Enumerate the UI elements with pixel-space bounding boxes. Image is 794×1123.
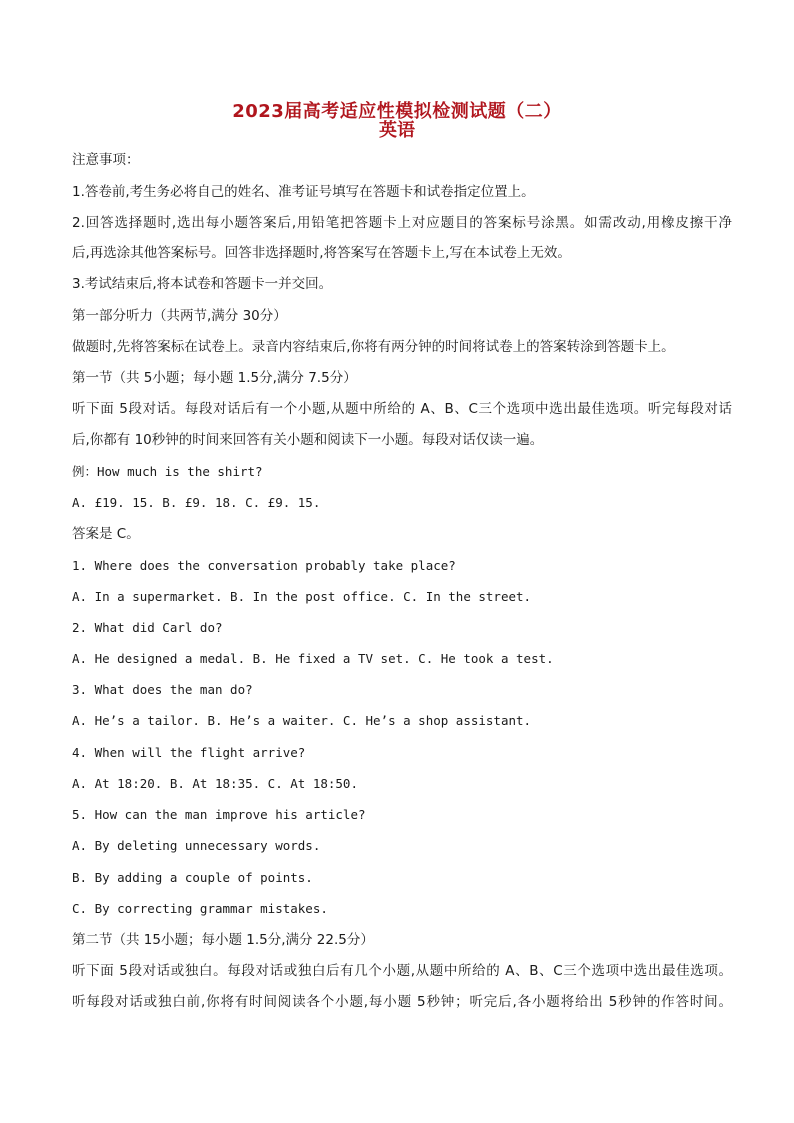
section2-instruction-line-2: 听每段对话或独白前,你将有时间阅读各个小题,每小题 5秒钟；听完后,各小题将给出 5秒钟的作答时间。 bbox=[72, 994, 732, 1010]
question-4-options: A. At 18:20. B. At 18:35. C. At 18:50. bbox=[72, 776, 358, 791]
notice-item-2-line-2: 后,再选涂其他答案标号。回答非选择题时,将答案写在答题卡上,写在本试卷上无效。 bbox=[72, 245, 571, 261]
section1-instruction-line-1: 听下面 5段对话。每段对话后有一个小题,从题中所给的 A、B、C三个选项中选出最佳选项。听完每段对话 bbox=[72, 401, 732, 417]
notice-heading: 注意事项： bbox=[72, 152, 140, 168]
question-2: 2. What did Carl do? bbox=[72, 620, 223, 635]
example-answer: 答案是 C。 bbox=[72, 526, 140, 542]
exam-title: 2023届高考适应性模拟检测试题（二） bbox=[232, 101, 562, 122]
example-options: A. £19. 15. B. £9. 18. C. £9. 15. bbox=[72, 495, 321, 510]
section1-heading: 第一节（共 5小题；每小题 1.5分,满分 7.5分） bbox=[72, 370, 357, 386]
part1-heading: 第一部分听力（共两节,满分 30分） bbox=[72, 308, 287, 324]
section2-instruction-line-1: 听下面 5段对话或独白。每段对话或独白后有几个小题,从题中所给的 A、B、C三个选项中选出最佳选项。 bbox=[72, 963, 732, 979]
question-5: 5. How can the man improve his article? bbox=[72, 807, 366, 822]
question-3: 3. What does the man do? bbox=[72, 682, 253, 697]
question-5-option-a: A. By deleting unnecessary words. bbox=[72, 838, 321, 853]
question-2-options: A. He designed a medal. B. He fixed a TV set. C. He took a test. bbox=[72, 651, 554, 666]
part1-instruction: 做题时,先将答案标在试卷上。录音内容结束后,你将有两分钟的时间将试卷上的答案转涂到答题卡上。 bbox=[72, 339, 675, 355]
section2-heading: 第二节（共 15小题；每小题 1.5分,满分 22.5分） bbox=[72, 932, 374, 948]
notice-item-3: 3.考试结束后,将本试卷和答题卡一并交回。 bbox=[72, 276, 333, 292]
notice-item-2-line-1: 2.回答选择题时,选出每小题答案后,用铅笔把答题卡上对应题目的答案标号涂黑。如需改动,用橡皮擦干净 bbox=[72, 215, 732, 231]
question-1-options: A. In a supermarket. B. In the post office. C. In the street. bbox=[72, 589, 532, 604]
question-5-option-b: B. By adding a couple of points. bbox=[72, 870, 313, 885]
notice-item-1: 1.答卷前,考生务必将自己的姓名、准考证号填写在答题卡和试卷指定位置上。 bbox=[72, 184, 535, 200]
question-3-options: A. He’s a tailor. B. He’s a waiter. C. He’s a shop assistant. bbox=[72, 713, 532, 728]
question-5-option-c: C. By correcting grammar mistakes. bbox=[72, 901, 328, 916]
section1-instruction-line-2: 后,你都有 10秒钟的时间来回答有关小题和阅读下一小题。每段对话仅读一遍。 bbox=[72, 432, 544, 448]
subject-title: 英语 bbox=[379, 120, 415, 141]
question-1: 1. Where does the conversation probably take place? bbox=[72, 558, 456, 573]
question-4: 4. When will the flight arrive? bbox=[72, 745, 306, 760]
example-question: 例：How much is the shirt? bbox=[72, 464, 263, 479]
